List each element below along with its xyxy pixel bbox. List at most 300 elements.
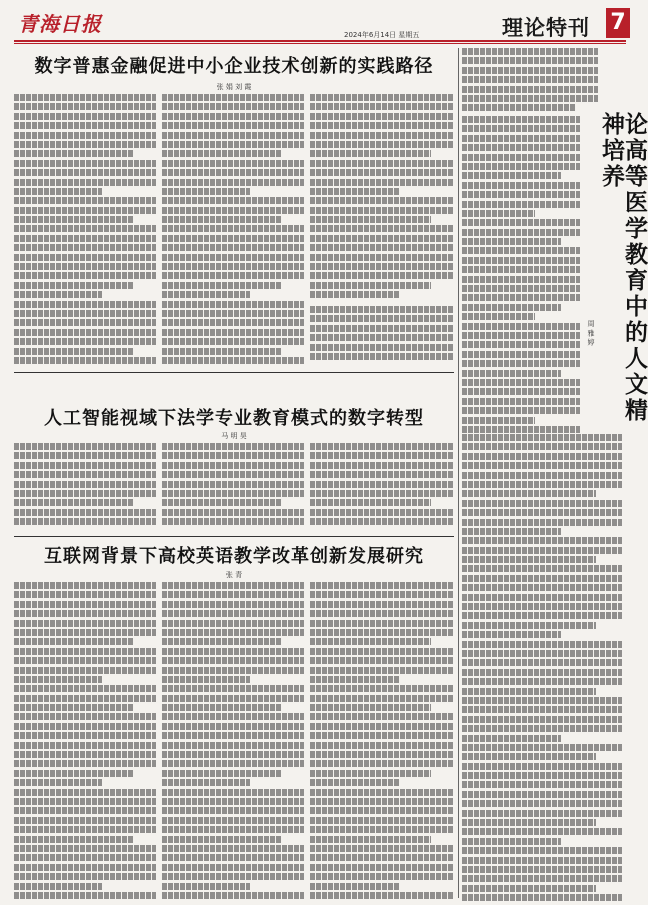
text-line — [162, 591, 304, 598]
text-line — [462, 650, 622, 657]
text-line — [14, 892, 156, 899]
text-line — [14, 826, 156, 833]
text-line — [14, 244, 156, 251]
text-line — [462, 426, 580, 433]
text-line — [162, 648, 304, 655]
text-line — [162, 864, 304, 871]
text-line — [162, 244, 304, 251]
text-line — [462, 838, 561, 845]
text-line — [310, 344, 454, 351]
text-line — [14, 443, 156, 450]
text-line — [462, 584, 622, 591]
text-line — [310, 789, 454, 796]
text-line — [14, 657, 156, 664]
text-line — [14, 254, 156, 261]
article-3-col-1 — [14, 582, 156, 898]
text-line — [162, 319, 304, 326]
section-title: 理论特刊 — [502, 15, 590, 40]
text-line — [162, 685, 304, 692]
text-line — [14, 648, 156, 655]
text-line — [462, 528, 561, 535]
text-line — [462, 229, 580, 236]
text-line — [310, 291, 399, 298]
text-line — [462, 163, 580, 170]
text-line — [14, 329, 156, 336]
text-line — [462, 641, 622, 648]
text-line — [162, 601, 304, 608]
text-line — [462, 434, 622, 441]
text-line — [462, 547, 622, 554]
text-line — [162, 160, 304, 167]
text-line — [14, 225, 156, 232]
text-line — [462, 95, 598, 102]
text-line — [14, 723, 156, 730]
text-line — [310, 122, 454, 129]
text-line — [462, 76, 598, 83]
text-line — [162, 723, 304, 730]
text-line — [310, 779, 399, 786]
text-line — [310, 141, 454, 148]
text-line — [162, 789, 304, 796]
text-line — [162, 481, 304, 488]
text-line — [310, 620, 454, 627]
article-2-author: 马 明 昊 — [221, 432, 247, 440]
text-line — [14, 452, 156, 459]
text-line — [162, 826, 304, 833]
article-2-col-2 — [162, 443, 304, 529]
text-line — [310, 770, 431, 777]
text-line — [14, 113, 156, 120]
text-line — [310, 798, 454, 805]
text-line — [14, 462, 156, 469]
text-line — [310, 657, 454, 664]
text-line — [14, 481, 156, 488]
text-line — [462, 828, 622, 835]
text-line — [14, 310, 156, 317]
text-line — [162, 462, 304, 469]
text-line — [462, 744, 622, 751]
text-line — [462, 575, 622, 582]
text-line — [162, 629, 304, 636]
text-line — [162, 254, 304, 261]
text-line — [14, 197, 156, 204]
text-line — [162, 582, 304, 589]
text-line — [14, 667, 156, 674]
text-line — [162, 845, 304, 852]
masthead — [14, 6, 626, 40]
text-line — [310, 235, 454, 242]
text-line — [14, 122, 156, 129]
text-line — [310, 704, 431, 711]
text-line — [14, 207, 156, 214]
masthead-rule — [14, 40, 626, 42]
text-line — [162, 94, 304, 101]
text-line — [14, 742, 156, 749]
text-line — [162, 301, 304, 308]
text-line — [14, 338, 156, 345]
article-1-col-2 — [162, 94, 304, 366]
text-line — [162, 667, 304, 674]
article-1-title: 数字普惠金融促进中小企业技术创新的实践路径 — [34, 56, 434, 77]
text-line — [14, 601, 156, 608]
text-line — [310, 216, 431, 223]
text-line — [462, 603, 622, 610]
text-line — [462, 659, 622, 666]
text-line — [162, 695, 304, 702]
text-line — [310, 315, 454, 322]
text-line — [14, 272, 156, 279]
text-line — [462, 443, 622, 450]
text-line — [462, 481, 622, 488]
text-line — [162, 263, 304, 270]
text-line — [462, 276, 580, 283]
text-line — [462, 86, 598, 93]
text-line — [462, 791, 622, 798]
text-line — [14, 883, 102, 890]
text-line — [462, 182, 580, 189]
text-line — [14, 807, 156, 814]
text-line — [162, 807, 304, 814]
article-2-col-3 — [310, 443, 454, 529]
text-line — [162, 103, 304, 110]
text-line — [310, 282, 431, 289]
text-line — [162, 713, 304, 720]
text-line — [162, 518, 304, 525]
text-line — [162, 179, 304, 186]
text-line — [310, 325, 454, 332]
text-line — [14, 291, 102, 298]
text-line — [310, 443, 454, 450]
text-line — [462, 631, 561, 638]
text-line — [14, 704, 133, 711]
text-line — [310, 94, 454, 101]
text-line — [310, 244, 454, 251]
article-3-col-3 — [310, 582, 454, 898]
text-line — [162, 883, 250, 890]
text-line — [162, 499, 281, 506]
text-line — [162, 732, 304, 739]
text-line — [14, 817, 156, 824]
text-line — [14, 760, 156, 767]
text-line — [162, 132, 304, 139]
text-line — [310, 499, 431, 506]
text-line — [462, 885, 596, 892]
text-line — [310, 150, 431, 157]
text-line — [14, 169, 156, 176]
article-3-col-2 — [162, 582, 304, 898]
text-line — [462, 612, 622, 619]
text-line — [162, 873, 304, 880]
text-line — [14, 263, 156, 270]
text-line — [310, 591, 454, 598]
text-line — [462, 725, 622, 732]
article-1-col-1 — [14, 94, 156, 366]
text-line — [14, 610, 156, 617]
text-line — [462, 388, 580, 395]
text-line — [462, 706, 622, 713]
text-line — [310, 638, 431, 645]
text-line — [162, 770, 281, 777]
text-line — [162, 150, 281, 157]
text-line — [462, 304, 561, 311]
text-line — [462, 800, 622, 807]
text-line — [162, 610, 304, 617]
article-4-author: 周 雅 婷 — [587, 320, 595, 346]
text-line — [310, 723, 454, 730]
text-line — [14, 864, 156, 871]
text-line — [310, 854, 454, 861]
text-line — [14, 798, 156, 805]
text-line — [462, 407, 580, 414]
text-line — [462, 125, 580, 132]
text-line — [310, 648, 454, 655]
column-divider — [458, 48, 459, 898]
text-line — [310, 179, 454, 186]
text-line — [462, 894, 622, 901]
text-line — [162, 779, 250, 786]
text-line — [462, 847, 622, 854]
text-line — [462, 370, 561, 377]
text-line — [462, 875, 622, 882]
text-line — [310, 207, 454, 214]
article-1-author: 张 娟 刘 霞 — [216, 83, 252, 91]
text-line — [14, 235, 156, 242]
text-line — [14, 732, 156, 739]
text-line — [462, 490, 596, 497]
article-1-col-4 — [462, 48, 598, 110]
text-line — [310, 160, 454, 167]
text-line — [462, 219, 580, 226]
text-line — [162, 169, 304, 176]
text-line — [14, 94, 156, 101]
text-line — [462, 154, 580, 161]
text-line — [14, 836, 133, 843]
text-line — [462, 735, 561, 742]
text-line — [162, 113, 304, 120]
text-line — [162, 836, 281, 843]
text-line — [162, 282, 281, 289]
article-2-title: 人工智能视域下法学专业教育模式的数字转型 — [44, 408, 424, 429]
text-line — [310, 751, 454, 758]
text-line — [310, 518, 454, 525]
text-line — [162, 272, 304, 279]
text-line — [14, 685, 156, 692]
text-line — [14, 638, 133, 645]
text-line — [14, 319, 156, 326]
text-line — [162, 638, 281, 645]
text-line — [310, 807, 454, 814]
text-line — [462, 323, 580, 330]
text-line — [462, 57, 598, 64]
text-line — [310, 306, 454, 313]
text-line — [310, 462, 454, 469]
text-line — [162, 188, 250, 195]
text-line — [14, 141, 156, 148]
text-line — [162, 329, 304, 336]
text-line — [162, 452, 304, 459]
text-line — [462, 351, 580, 358]
text-line — [162, 817, 304, 824]
text-line — [310, 836, 431, 843]
text-line — [162, 197, 304, 204]
text-line — [14, 188, 102, 195]
text-line — [14, 591, 156, 598]
text-line — [310, 452, 454, 459]
text-line — [14, 676, 102, 683]
text-line — [462, 519, 622, 526]
text-line — [462, 238, 561, 245]
text-line — [310, 864, 454, 871]
text-line — [310, 169, 454, 176]
issue-date: 2024年6月14日 星期五 — [344, 31, 420, 39]
text-line — [462, 48, 598, 55]
text-line — [310, 188, 399, 195]
text-line — [462, 201, 580, 208]
text-line — [310, 254, 454, 261]
text-line — [462, 67, 598, 74]
article-2-col-1 — [14, 443, 156, 529]
text-line — [162, 760, 304, 767]
text-line — [162, 122, 304, 129]
text-line — [462, 500, 622, 507]
text-line — [310, 676, 399, 683]
text-line — [14, 357, 156, 364]
article-1-author-note — [310, 306, 454, 366]
text-line — [310, 667, 454, 674]
text-line — [462, 556, 596, 563]
text-line — [310, 695, 454, 702]
article-4-body — [462, 434, 622, 898]
masthead-rule-thin — [14, 43, 626, 44]
text-line — [14, 845, 156, 852]
text-line — [162, 854, 304, 861]
text-line — [310, 817, 454, 824]
text-line — [14, 132, 156, 139]
text-line — [462, 819, 596, 826]
text-line — [462, 716, 622, 723]
text-line — [310, 197, 454, 204]
text-line — [14, 518, 156, 525]
text-line — [14, 471, 156, 478]
text-line — [14, 150, 133, 157]
text-line — [310, 471, 454, 478]
text-line — [310, 113, 454, 120]
text-line — [162, 207, 304, 214]
article-3-title: 互联网背景下高校英语教学改革创新发展研究 — [44, 546, 424, 567]
text-line — [162, 291, 250, 298]
text-line — [162, 141, 304, 148]
text-line — [14, 582, 156, 589]
text-line — [14, 160, 156, 167]
text-line — [162, 798, 304, 805]
text-line — [310, 490, 454, 497]
text-line — [162, 471, 304, 478]
text-line — [162, 225, 304, 232]
text-line — [462, 285, 580, 292]
text-line — [310, 272, 454, 279]
text-line — [310, 760, 454, 767]
text-line — [462, 622, 596, 629]
text-line — [162, 657, 304, 664]
text-line — [14, 713, 156, 720]
text-line — [462, 472, 622, 479]
text-line — [462, 417, 535, 424]
page-number: 7 — [606, 8, 630, 38]
text-line — [462, 379, 580, 386]
text-line — [462, 753, 596, 760]
text-line — [162, 751, 304, 758]
divider-2 — [14, 536, 454, 537]
text-line — [14, 854, 156, 861]
text-line — [462, 678, 622, 685]
text-line — [462, 341, 580, 348]
text-line — [14, 695, 156, 702]
text-line — [162, 338, 304, 345]
text-line — [310, 845, 454, 852]
article-3-author: 张 青 — [225, 571, 243, 579]
text-line — [310, 826, 454, 833]
text-line — [310, 132, 454, 139]
text-line — [14, 509, 156, 516]
text-line — [462, 313, 535, 320]
text-line — [462, 772, 622, 779]
text-line — [310, 582, 454, 589]
text-line — [162, 348, 281, 355]
text-line — [310, 509, 454, 516]
text-line — [310, 601, 454, 608]
text-line — [310, 713, 454, 720]
text-line — [462, 509, 622, 516]
newspaper-logo: 青海日报 — [18, 12, 102, 36]
text-line — [310, 225, 454, 232]
article-1-col-3 — [310, 94, 454, 300]
article-4-col-1-top — [462, 116, 580, 430]
text-line — [310, 629, 454, 636]
text-line — [310, 892, 454, 899]
text-line — [462, 191, 580, 198]
text-line — [14, 751, 156, 758]
text-line — [462, 594, 622, 601]
text-line — [462, 781, 622, 788]
text-line — [162, 310, 304, 317]
text-line — [310, 742, 454, 749]
text-line — [14, 179, 156, 186]
text-line — [310, 685, 454, 692]
text-line — [462, 810, 622, 817]
text-line — [310, 732, 454, 739]
text-line — [462, 144, 580, 151]
text-line — [462, 537, 622, 544]
text-line — [14, 348, 133, 355]
text-line — [162, 490, 304, 497]
text-line — [14, 490, 156, 497]
text-line — [462, 135, 580, 142]
text-line — [462, 247, 580, 254]
text-line — [462, 116, 580, 123]
text-line — [462, 294, 580, 301]
text-line — [162, 704, 281, 711]
text-line — [462, 697, 622, 704]
text-line — [14, 282, 133, 289]
text-line — [462, 462, 622, 469]
text-line — [462, 332, 580, 339]
text-line — [162, 742, 304, 749]
text-line — [462, 565, 622, 572]
text-line — [310, 883, 399, 890]
text-line — [462, 257, 580, 264]
text-line — [462, 210, 535, 217]
text-line — [162, 235, 304, 242]
